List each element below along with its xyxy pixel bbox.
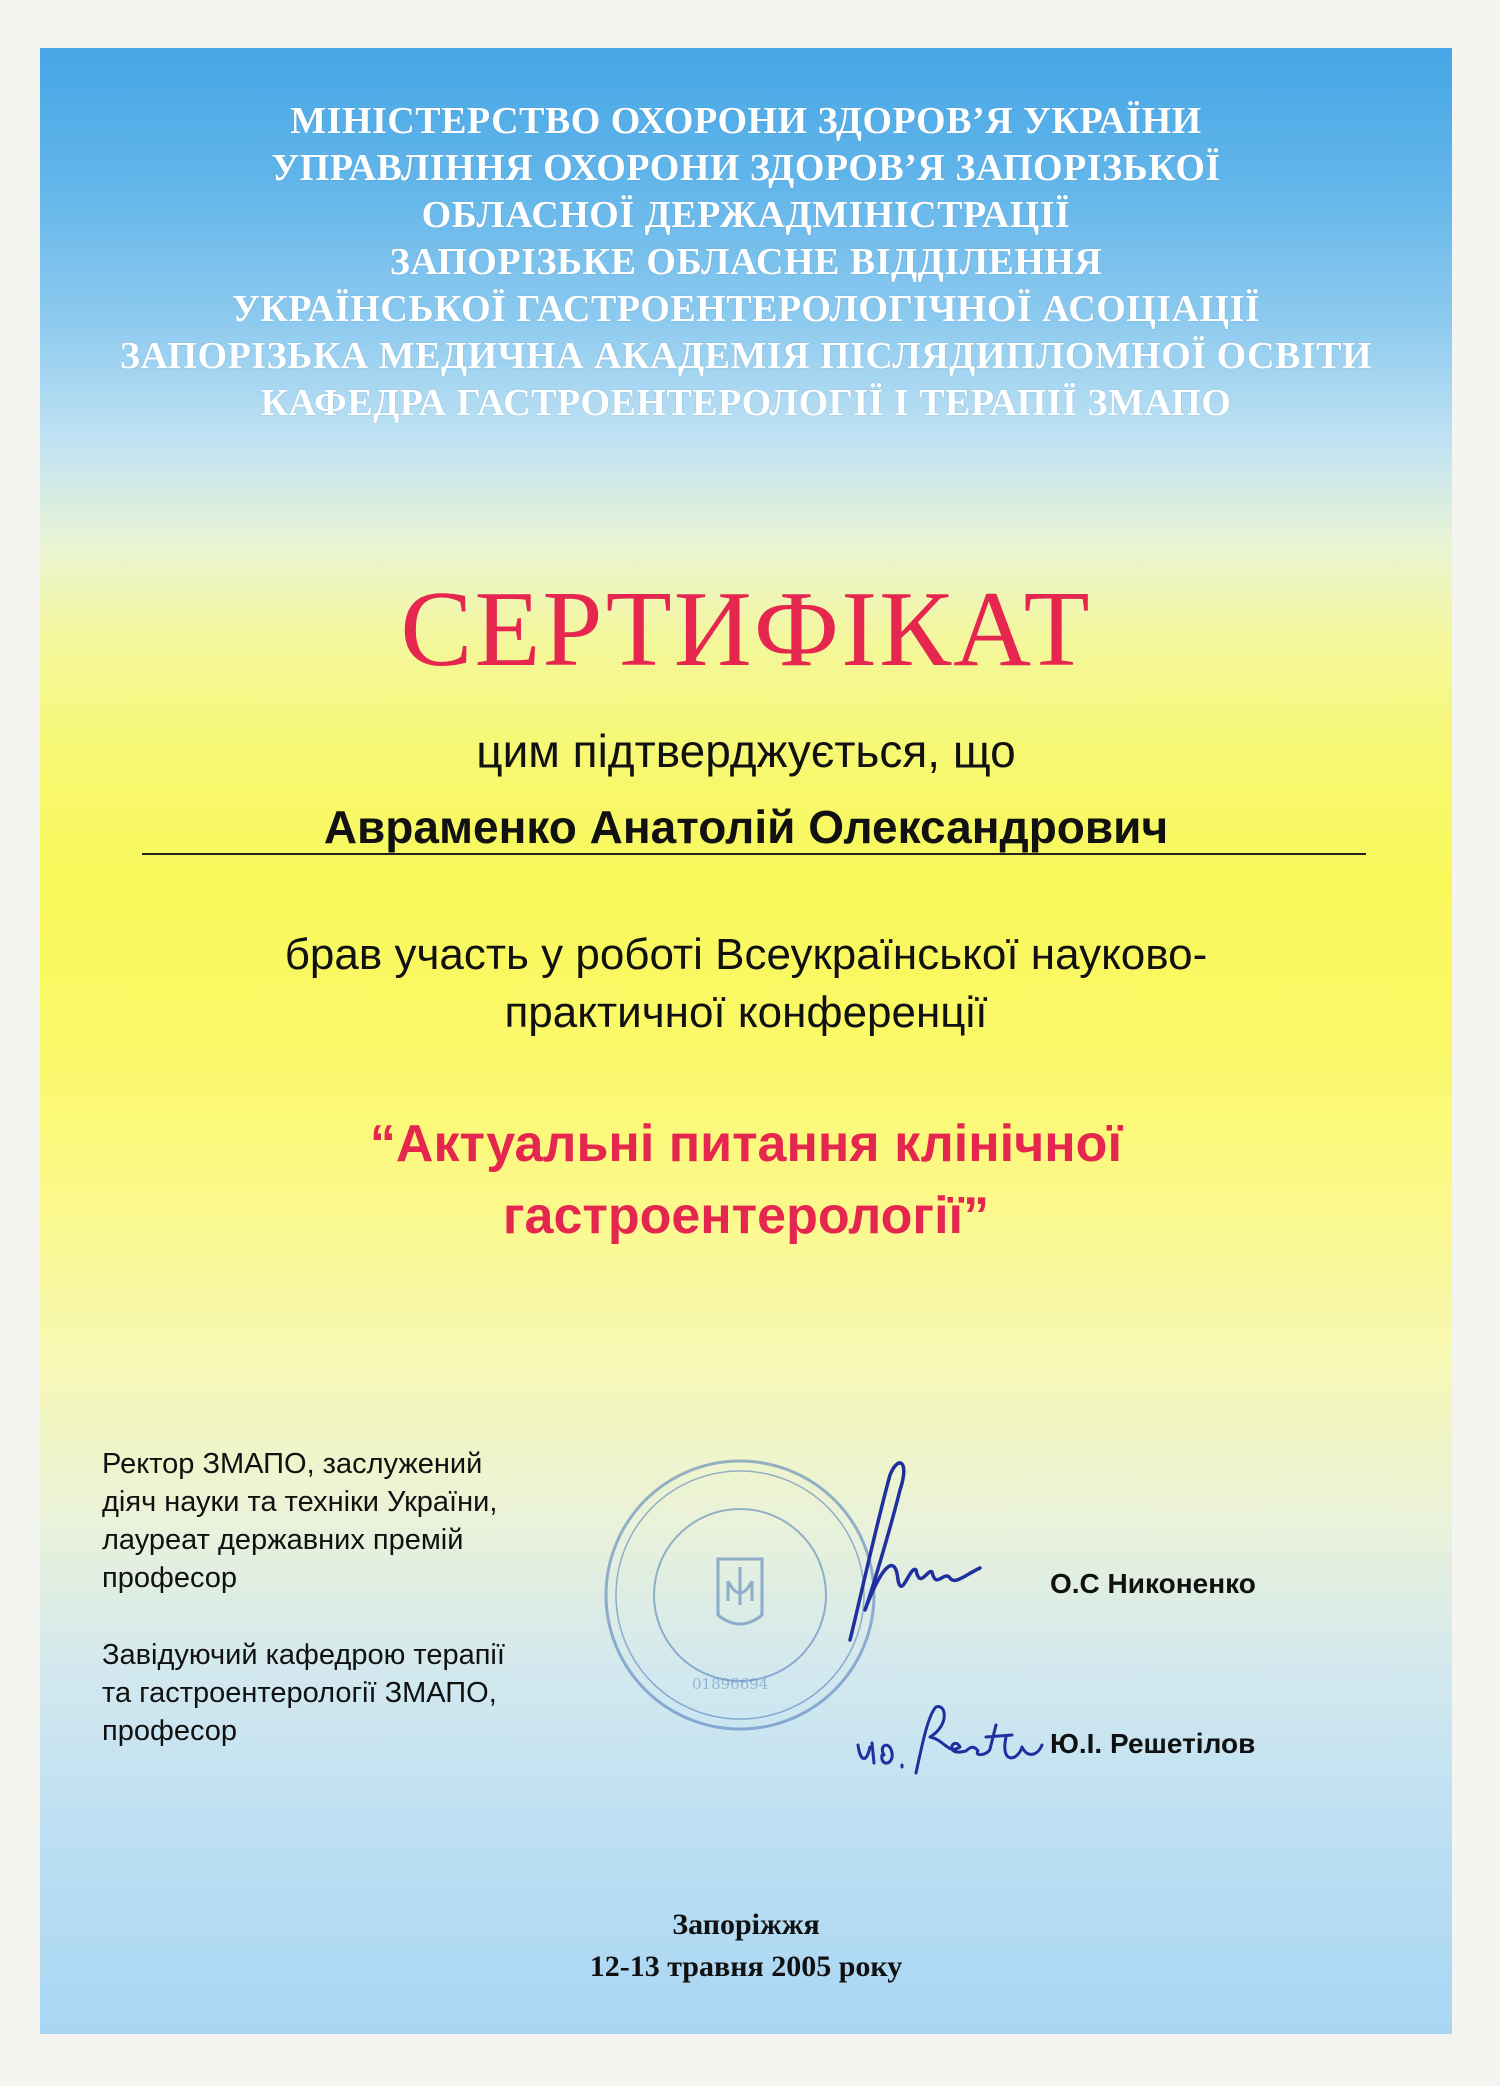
confirmation-text: цим підтверджується, що <box>476 725 1016 777</box>
head-title-block <box>102 1636 505 1750</box>
header-line: МІНІСТЕРСТВО ОХОРОНИ ЗДОРОВ’Я УКРАЇНИ <box>290 100 1202 142</box>
rector-title-line: професор <box>102 1562 238 1594</box>
head-title-line: професор <box>102 1715 238 1747</box>
head-name: Ю.І. Решетілов <box>1050 1728 1256 1759</box>
header-line: УКРАЇНСЬКОЇ ГАСТРОЕНТЕРОЛОГІЧНОЇ АСОЦІАЦІЇ <box>231 288 1261 330</box>
certificate-title: СЕРТИФІКАТ <box>400 570 1092 689</box>
participation-line: брав участь у роботі Всеукраїнської науково- <box>284 930 1208 979</box>
conference-title-line: гастроентерології” <box>502 1187 990 1245</box>
rector-signature <box>820 1450 1000 1650</box>
rector-title-line: лауреат державних премій <box>102 1524 464 1556</box>
participation-text <box>40 926 1452 1042</box>
seal-code-text: 01896694 <box>692 1675 769 1693</box>
head-title-line: та гастроентерології ЗМАПО, <box>102 1677 497 1709</box>
rector-title-line: Ректор ЗМАПО, заслужений <box>102 1448 483 1480</box>
name-underline <box>142 853 1366 855</box>
header-line: ЗАПОРІЗЬКА МЕДИЧНА АКАДЕМІЯ ПІСЛЯДИПЛОМНОЇ ОСВІТИ <box>119 335 1373 377</box>
issuer-header <box>40 98 1452 427</box>
header-line: ЗАПОРІЗЬКЕ ОБЛАСНЕ ВІДДІЛЕННЯ <box>389 241 1103 283</box>
conference-title <box>40 1108 1452 1252</box>
issue-city: Запоріжжя <box>672 1908 820 1941</box>
head-title-line: Завідуючий кафедрою терапії <box>102 1639 505 1671</box>
participation-line: практичної конференції <box>504 988 988 1037</box>
conference-title-line: “Актуальні питання клінічної <box>369 1115 1123 1173</box>
header-line: УПРАВЛІННЯ ОХОРОНИ ЗДОРОВ’Я ЗАПОРІЗЬКОЇ <box>271 147 1221 189</box>
header-line: КАФЕДРА ГАСТРОЕНТЕРОЛОГІЇ І ТЕРАПІЇ ЗМАПО <box>260 382 1232 424</box>
head-signature <box>850 1685 1050 1780</box>
rector-title-block <box>102 1445 497 1597</box>
rector-title-line: діяч науки та техніки України, <box>102 1486 498 1518</box>
recipient-name: Авраменко Анатолій Олександрович <box>323 801 1169 853</box>
header-line: ОБЛАСНОЇ ДЕРЖАДМІНІСТРАЦІЇ <box>421 194 1071 236</box>
rector-name: О.С Никоненко <box>1050 1568 1256 1599</box>
issue-date: 12-13 травня 2005 року <box>589 1950 903 1983</box>
